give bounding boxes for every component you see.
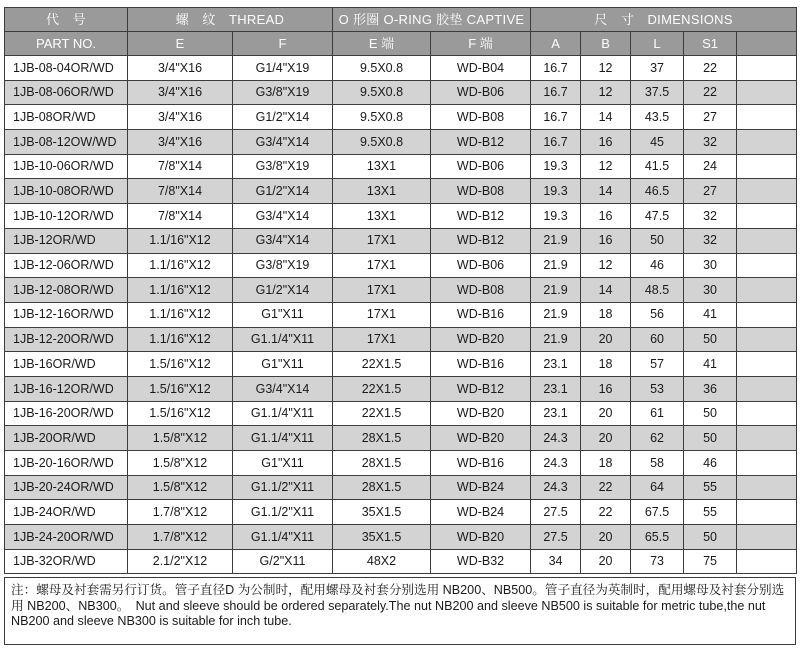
cell-part-no: 1JB-08-04OR/WD — [5, 56, 128, 81]
cell-thread-e: 1.7/8"X12 — [128, 500, 233, 525]
cell-oring-e: 9.5X0.8 — [333, 80, 431, 105]
cell-thread-e: 1.5/8"X12 — [128, 426, 233, 451]
cell-oring-e: 17X1 — [333, 253, 431, 278]
cell-oring-e: 22X1.5 — [333, 401, 431, 426]
cell-dim-s1: 30 — [684, 253, 737, 278]
cell-blank — [737, 56, 797, 81]
cell-part-no: 1JB-08OR/WD — [5, 105, 128, 130]
cell-part-no: 1JB-20-24OR/WD — [5, 475, 128, 500]
cell-dim-b: 18 — [581, 451, 631, 476]
cell-blank — [737, 278, 797, 303]
cell-dim-b: 20 — [581, 525, 631, 550]
table-row — [5, 302, 797, 327]
cell-dim-l: 65.5 — [631, 525, 684, 550]
cell-oring-f: WD-B24 — [431, 475, 531, 500]
table-row — [5, 80, 797, 105]
cell-dim-s1: 50 — [684, 401, 737, 426]
cell-oring-f: WD-B24 — [431, 500, 531, 525]
cell-blank — [737, 376, 797, 401]
table-row — [5, 228, 797, 253]
table-row — [5, 549, 797, 574]
cell-dim-a: 16.7 — [531, 130, 581, 155]
cell-oring-f: WD-B32 — [431, 549, 531, 574]
cell-part-no: 1JB-16-20OR/WD — [5, 401, 128, 426]
cell-part-no: 1JB-08-06OR/WD — [5, 80, 128, 105]
cell-dim-a: 24.3 — [531, 475, 581, 500]
cell-dim-l: 62 — [631, 426, 684, 451]
cell-thread-e: 3/4"X16 — [128, 130, 233, 155]
cell-dim-s1: 30 — [684, 278, 737, 303]
cell-oring-f: WD-B04 — [431, 56, 531, 81]
cell-dim-b: 16 — [581, 130, 631, 155]
cell-dim-b: 18 — [581, 352, 631, 377]
table-row — [5, 154, 797, 179]
spec-table-body — [5, 56, 797, 574]
cell-thread-f: G1"X11 — [233, 451, 333, 476]
cell-blank — [737, 80, 797, 105]
cell-dim-b: 20 — [581, 401, 631, 426]
cell-dim-s1: 75 — [684, 549, 737, 574]
cell-part-no: 1JB-12-20OR/WD — [5, 327, 128, 352]
cell-dim-a: 23.1 — [531, 376, 581, 401]
header-part-no: PART NO. — [5, 32, 128, 56]
cell-thread-e: 1.7/8"X12 — [128, 525, 233, 550]
cell-dim-l: 57 — [631, 352, 684, 377]
cell-dim-a: 34 — [531, 549, 581, 574]
cell-dim-b: 12 — [581, 56, 631, 81]
header-s1: S1 — [684, 32, 737, 56]
header-f: F — [233, 32, 333, 56]
cell-dim-b: 12 — [581, 253, 631, 278]
cell-blank — [737, 500, 797, 525]
cell-thread-f: G/2"X11 — [233, 549, 333, 574]
cell-thread-e: 7/8"X14 — [128, 204, 233, 229]
spec-table-frame — [4, 7, 796, 574]
cell-blank — [737, 352, 797, 377]
order-note — [4, 577, 796, 645]
cell-part-no: 1JB-10-08OR/WD — [5, 179, 128, 204]
cell-thread-e: 3/4"X16 — [128, 80, 233, 105]
cell-dim-l: 48.5 — [631, 278, 684, 303]
header-row-2 — [5, 32, 797, 56]
cell-dim-a: 19.3 — [531, 154, 581, 179]
cell-thread-e: 1.1/16"X12 — [128, 327, 233, 352]
cell-oring-f: WD-B12 — [431, 130, 531, 155]
cell-thread-e: 1.1/16"X12 — [128, 302, 233, 327]
cell-thread-e: 1.5/16"X12 — [128, 352, 233, 377]
cell-dim-l: 50 — [631, 228, 684, 253]
cell-oring-e: 17X1 — [333, 228, 431, 253]
cell-oring-e: 9.5X0.8 — [333, 105, 431, 130]
cell-oring-f: WD-B06 — [431, 80, 531, 105]
cell-oring-f: WD-B16 — [431, 352, 531, 377]
cell-dim-s1: 32 — [684, 204, 737, 229]
cell-dim-s1: 32 — [684, 130, 737, 155]
cell-dim-s1: 32 — [684, 228, 737, 253]
cell-dim-a: 21.9 — [531, 278, 581, 303]
cell-oring-e: 13X1 — [333, 204, 431, 229]
cell-blank — [737, 401, 797, 426]
cell-dim-l: 56 — [631, 302, 684, 327]
cell-thread-f: G1/2"X14 — [233, 179, 333, 204]
cell-part-no: 1JB-20OR/WD — [5, 426, 128, 451]
header-a: A — [531, 32, 581, 56]
cell-oring-f: WD-B16 — [431, 302, 531, 327]
cell-dim-b: 20 — [581, 549, 631, 574]
cell-oring-f: WD-B20 — [431, 401, 531, 426]
cell-dim-a: 21.9 — [531, 228, 581, 253]
cell-dim-l: 73 — [631, 549, 684, 574]
cell-oring-f: WD-B20 — [431, 525, 531, 550]
cell-blank — [737, 475, 797, 500]
cell-dim-b: 22 — [581, 475, 631, 500]
cell-oring-e: 48X2 — [333, 549, 431, 574]
cell-thread-f: G1.1/4"X11 — [233, 401, 333, 426]
cell-dim-s1: 24 — [684, 154, 737, 179]
cell-part-no: 1JB-12-16OR/WD — [5, 302, 128, 327]
table-row — [5, 105, 797, 130]
cell-dim-l: 46 — [631, 253, 684, 278]
cell-oring-e: 28X1.5 — [333, 475, 431, 500]
cell-thread-f: G3/8"X19 — [233, 154, 333, 179]
header-dimensions: 尺 寸 DIMENSIONS — [531, 8, 797, 32]
cell-thread-f: G1.1/4"X11 — [233, 327, 333, 352]
cell-dim-s1: 27 — [684, 105, 737, 130]
cell-thread-f: G1/2"X14 — [233, 278, 333, 303]
cell-dim-b: 12 — [581, 154, 631, 179]
header-b: B — [581, 32, 631, 56]
table-row — [5, 451, 797, 476]
cell-dim-b: 14 — [581, 278, 631, 303]
cell-thread-e: 1.1/16"X12 — [128, 228, 233, 253]
cell-thread-f: G1.1/4"X11 — [233, 426, 333, 451]
header-l: L — [631, 32, 684, 56]
cell-part-no: 1JB-20-16OR/WD — [5, 451, 128, 476]
table-row — [5, 253, 797, 278]
cell-dim-l: 64 — [631, 475, 684, 500]
header-oring: O 形圈 O-RING 胶垫 CAPTIVE — [333, 8, 531, 32]
cell-thread-e: 1.1/16"X12 — [128, 278, 233, 303]
cell-dim-a: 21.9 — [531, 253, 581, 278]
table-row — [5, 130, 797, 155]
header-f-end: F 端 — [431, 32, 531, 56]
cell-thread-e: 7/8"X14 — [128, 154, 233, 179]
table-row — [5, 327, 797, 352]
cell-blank — [737, 451, 797, 476]
cell-blank — [737, 105, 797, 130]
cell-oring-e: 35X1.5 — [333, 525, 431, 550]
cell-thread-e: 7/8"X14 — [128, 179, 233, 204]
table-row — [5, 278, 797, 303]
cell-blank — [737, 154, 797, 179]
cell-thread-f: G1.1/4"X11 — [233, 525, 333, 550]
cell-oring-f: WD-B12 — [431, 204, 531, 229]
cell-dim-l: 60 — [631, 327, 684, 352]
cell-part-no: 1JB-16OR/WD — [5, 352, 128, 377]
cell-blank — [737, 525, 797, 550]
table-row — [5, 179, 797, 204]
order-note-text: 注：螺母及衬套需另行订货。管子直径D 为公制时，配用螺母及衬套分别选用 NB200、NB500。管子直径为英制时，配用螺母及衬套分别选用 NB200、NB300。 Nut and sleeve should be ordered separately.The nut NB200 and sleeve NB500 is suitable for metric tube,the nut NB200 and sleeve NB300 is suitable for inch tube. — [11, 583, 785, 628]
cell-blank — [737, 253, 797, 278]
cell-part-no: 1JB-12-08OR/WD — [5, 278, 128, 303]
cell-oring-f: WD-B08 — [431, 179, 531, 204]
table-row — [5, 500, 797, 525]
cell-dim-a: 16.7 — [531, 56, 581, 81]
cell-dim-l: 37.5 — [631, 80, 684, 105]
cell-oring-f: WD-B12 — [431, 228, 531, 253]
cell-dim-s1: 55 — [684, 500, 737, 525]
cell-blank — [737, 204, 797, 229]
cell-dim-b: 22 — [581, 500, 631, 525]
cell-thread-e: 1.5/16"X12 — [128, 401, 233, 426]
cell-dim-a: 24.3 — [531, 426, 581, 451]
cell-blank — [737, 426, 797, 451]
header-row-1 — [5, 8, 797, 32]
cell-dim-b: 16 — [581, 376, 631, 401]
cell-dim-s1: 22 — [684, 56, 737, 81]
cell-dim-s1: 27 — [684, 179, 737, 204]
cell-dim-a: 24.3 — [531, 451, 581, 476]
cell-dim-l: 37 — [631, 56, 684, 81]
cell-dim-l: 43.5 — [631, 105, 684, 130]
cell-dim-b: 16 — [581, 204, 631, 229]
cell-part-no: 1JB-10-12OR/WD — [5, 204, 128, 229]
cell-blank — [737, 549, 797, 574]
cell-oring-f: WD-B06 — [431, 253, 531, 278]
cell-part-no: 1JB-32OR/WD — [5, 549, 128, 574]
cell-dim-b: 20 — [581, 426, 631, 451]
cell-dim-s1: 50 — [684, 327, 737, 352]
cell-oring-f: WD-B20 — [431, 426, 531, 451]
cell-dim-s1: 41 — [684, 302, 737, 327]
cell-part-no: 1JB-10-06OR/WD — [5, 154, 128, 179]
cell-thread-e: 1.5/16"X12 — [128, 376, 233, 401]
cell-thread-f: G1.1/2"X11 — [233, 500, 333, 525]
cell-dim-l: 41.5 — [631, 154, 684, 179]
cell-thread-f: G1/4"X19 — [233, 56, 333, 81]
cell-dim-a: 23.1 — [531, 352, 581, 377]
cell-dim-l: 67.5 — [631, 500, 684, 525]
cell-oring-e: 13X1 — [333, 179, 431, 204]
cell-oring-e: 9.5X0.8 — [333, 56, 431, 81]
cell-oring-e: 17X1 — [333, 278, 431, 303]
cell-thread-f: G3/4"X14 — [233, 228, 333, 253]
cell-dim-a: 21.9 — [531, 327, 581, 352]
table-row — [5, 525, 797, 550]
cell-dim-s1: 22 — [684, 80, 737, 105]
cell-dim-b: 18 — [581, 302, 631, 327]
cell-dim-l: 46.5 — [631, 179, 684, 204]
cell-thread-f: G1"X11 — [233, 302, 333, 327]
table-row — [5, 475, 797, 500]
cell-thread-e: 1.5/8"X12 — [128, 475, 233, 500]
cell-dim-a: 16.7 — [531, 105, 581, 130]
cell-dim-l: 58 — [631, 451, 684, 476]
cell-blank — [737, 130, 797, 155]
cell-part-no: 1JB-12-06OR/WD — [5, 253, 128, 278]
header-thread: 螺 纹 THREAD — [128, 8, 333, 32]
cell-blank — [737, 179, 797, 204]
cell-oring-e: 17X1 — [333, 327, 431, 352]
cell-thread-f: G3/4"X14 — [233, 376, 333, 401]
cell-dim-s1: 46 — [684, 451, 737, 476]
cell-thread-f: G3/8"X19 — [233, 253, 333, 278]
cell-dim-b: 16 — [581, 228, 631, 253]
cell-thread-e: 1.5/8"X12 — [128, 451, 233, 476]
table-row — [5, 401, 797, 426]
cell-blank — [737, 327, 797, 352]
table-row — [5, 204, 797, 229]
cell-dim-s1: 50 — [684, 426, 737, 451]
cell-blank — [737, 228, 797, 253]
cell-oring-f: WD-B20 — [431, 327, 531, 352]
table-row — [5, 426, 797, 451]
cell-oring-e: 28X1.5 — [333, 451, 431, 476]
cell-part-no: 1JB-24-20OR/WD — [5, 525, 128, 550]
cell-thread-e: 2.1/2"X12 — [128, 549, 233, 574]
cell-part-no: 1JB-16-12OR/WD — [5, 376, 128, 401]
cell-part-no: 1JB-12OR/WD — [5, 228, 128, 253]
cell-blank — [737, 302, 797, 327]
cell-oring-e: 35X1.5 — [333, 500, 431, 525]
cell-oring-e: 13X1 — [333, 154, 431, 179]
cell-oring-e: 28X1.5 — [333, 426, 431, 451]
cell-oring-f: WD-B16 — [431, 451, 531, 476]
cell-thread-e: 3/4"X16 — [128, 105, 233, 130]
table-row — [5, 352, 797, 377]
header-code-cn: 代 号 — [5, 8, 128, 32]
cell-dim-b: 12 — [581, 80, 631, 105]
cell-dim-a: 19.3 — [531, 179, 581, 204]
cell-thread-f: G1/2"X14 — [233, 105, 333, 130]
cell-thread-f: G1.1/2"X11 — [233, 475, 333, 500]
cell-dim-a: 27.5 — [531, 525, 581, 550]
cell-dim-s1: 55 — [684, 475, 737, 500]
cell-oring-e: 22X1.5 — [333, 352, 431, 377]
cell-dim-s1: 36 — [684, 376, 737, 401]
spec-table — [4, 7, 797, 574]
cell-oring-e: 9.5X0.8 — [333, 130, 431, 155]
cell-dim-b: 14 — [581, 179, 631, 204]
cell-oring-e: 22X1.5 — [333, 376, 431, 401]
cell-thread-e: 1.1/16"X12 — [128, 253, 233, 278]
cell-dim-l: 45 — [631, 130, 684, 155]
cell-oring-f: WD-B06 — [431, 154, 531, 179]
cell-part-no: 1JB-24OR/WD — [5, 500, 128, 525]
cell-dim-l: 61 — [631, 401, 684, 426]
cell-oring-f: WD-B08 — [431, 278, 531, 303]
cell-oring-e: 17X1 — [333, 302, 431, 327]
cell-dim-a: 27.5 — [531, 500, 581, 525]
cell-thread-f: G3/8"X19 — [233, 80, 333, 105]
cell-thread-e: 3/4"X16 — [128, 56, 233, 81]
cell-dim-a: 19.3 — [531, 204, 581, 229]
cell-dim-b: 20 — [581, 327, 631, 352]
cell-thread-f: G1"X11 — [233, 352, 333, 377]
cell-thread-f: G3/4"X14 — [233, 204, 333, 229]
cell-dim-l: 53 — [631, 376, 684, 401]
cell-dim-a: 16.7 — [531, 80, 581, 105]
cell-thread-f: G3/4"X14 — [233, 130, 333, 155]
cell-oring-f: WD-B12 — [431, 376, 531, 401]
cell-dim-b: 14 — [581, 105, 631, 130]
cell-dim-s1: 41 — [684, 352, 737, 377]
header-e-end: E 端 — [333, 32, 431, 56]
cell-dim-a: 23.1 — [531, 401, 581, 426]
cell-oring-f: WD-B08 — [431, 105, 531, 130]
cell-dim-s1: 50 — [684, 525, 737, 550]
cell-dim-a: 21.9 — [531, 302, 581, 327]
header-blank — [737, 32, 797, 56]
cell-dim-l: 47.5 — [631, 204, 684, 229]
cell-part-no: 1JB-08-12OW/WD — [5, 130, 128, 155]
table-row — [5, 376, 797, 401]
header-e: E — [128, 32, 233, 56]
table-row — [5, 56, 797, 81]
